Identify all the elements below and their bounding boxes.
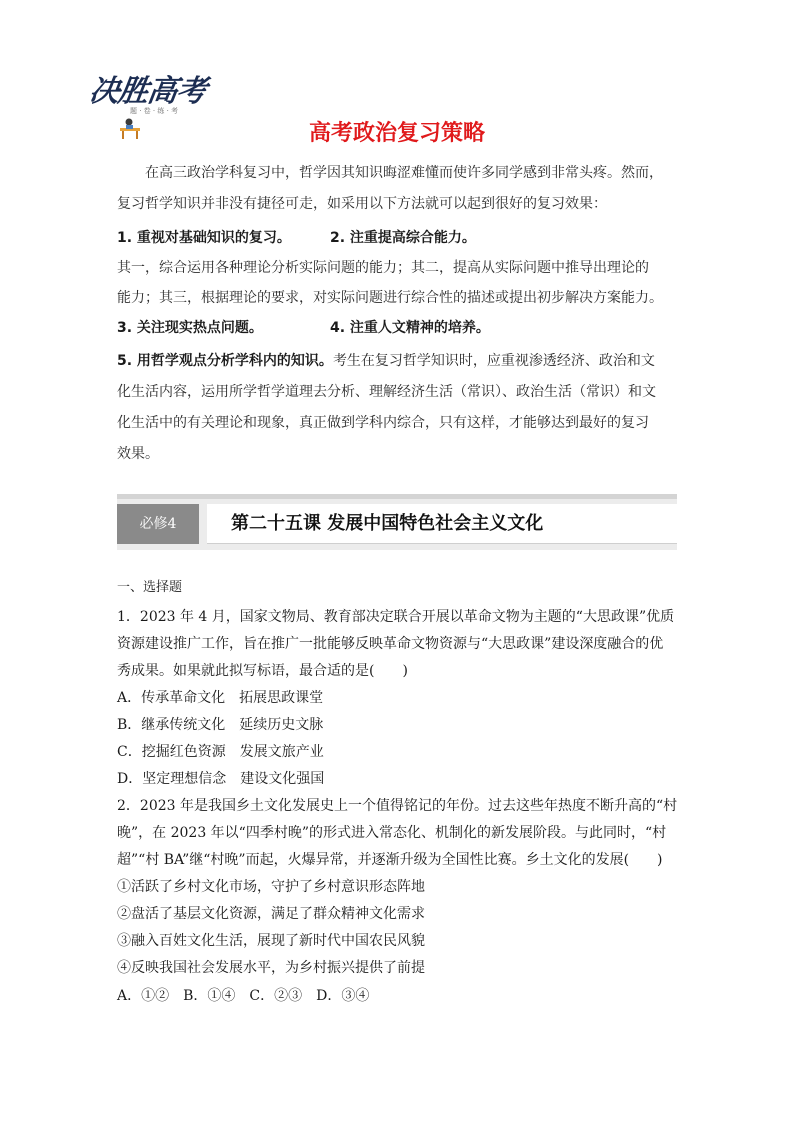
question-1-option-d: D．坚定理想信念 建设文化强国 [117,771,325,787]
question-1-stem: 秀成果。如果就此拟写标语，最合适的是( ) [117,663,408,679]
question-2-stem: 超”“村 BA”继“村晚”而起，火爆异常，并逐渐升级为全国性比赛。乡土文化的发展( ) [117,852,663,868]
question-1-stem: 资源建设推广工作，旨在推广一批能够反映革命文物资源与“大思政课”建设深度融合的优 [117,636,664,652]
question-2-item: ①活跃了乡村文化市场，守护了乡村意识形态阵地 [117,879,425,895]
point-5-detail: 化生活内容，运用所学哲学道理去分析、理解经济生活（常识）、政治生活（常识）和文 [117,384,656,400]
point-2-detail: 其一，综合运用各种理论分析实际问题的能力；其二，提高从实际问题中推导出理论的 [117,260,649,276]
logo-text: 决胜高考 [87,74,208,109]
point-1: 1. 重视对基础知识的复习。 [117,230,291,246]
chapter-title: 第二十五课 发展中国特色社会主义文化 [231,513,544,534]
question-2-item: ③融入百姓文化生活，展现了新时代中国农民风貌 [117,933,425,949]
point-5: 5. 用哲学观点分析学科内的知识。 [117,353,333,369]
point-5-detail: 效果。 [117,446,159,462]
question-1-option-b: B．继承传统文化 延续历史文脉 [117,717,324,733]
section-heading: 一、选择题 [117,580,183,595]
question-2-item: ④反映我国社会发展水平，为乡村振兴提供了前提 [117,960,425,976]
point-5-detail: 化生活中的有关理论和现象，真正做到学科内综合，只有这样，才能够达到最好的复习 [117,415,649,431]
question-1-stem: 1．2023 年 4 月，国家文物局、教育部决定联合开展以革命文物为主题的“大思政课”优质 [117,609,675,625]
banner-main [207,504,677,544]
point-3: 3. 关注现实热点问题。 [117,320,263,336]
point-2: 2. 注重提高综合能力。 [330,230,476,246]
point-5-detail: 考生在复习哲学知识时，应重视渗透经济、政治和文 [332,353,655,369]
question-1-option-c: C．挖掘红色资源 发展文旅产业 [117,744,324,760]
point-2-detail: 能力；其三，根据理论的要求，对实际问题进行综合性的描述或提出初步解决方案能力。 [117,290,663,306]
question-2-item: ②盘活了基层文化资源，满足了群众精神文化需求 [117,906,425,922]
question-2-stem: 2．2023 年是我国乡土文化发展史上一个值得铭记的年份。过去这些年热度不断升高的“村 [117,798,678,814]
intro-line: 复习哲学知识并非没有捷径可走，如采用以下方法就可以起到很好的复习效果： [117,196,607,212]
question-2-options: A．①② B．①④ C．②③ D．③④ [117,988,370,1004]
intro-line: 在高三政治学科复习中，哲学因其知识晦涩难懂而使许多同学感到非常头疼。然而， [145,165,663,181]
question-2-stem: 晚”，在 2023 年以“四季村晚”的形式进入常态化、机制化的新发展阶段。与此同时，“村 [117,825,667,841]
chapter-banner [117,494,677,550]
point-4: 4. 注重人文精神的培养。 [330,320,490,336]
page-title: 高考政治复习策略 [308,121,485,146]
question-1-option-a: A．传承革命文化 拓展思政课堂 [117,690,324,706]
logo-subtitle: 题 · 卷 · 练 · 考 [130,107,179,115]
banner-tag: 必修4 [117,504,199,544]
